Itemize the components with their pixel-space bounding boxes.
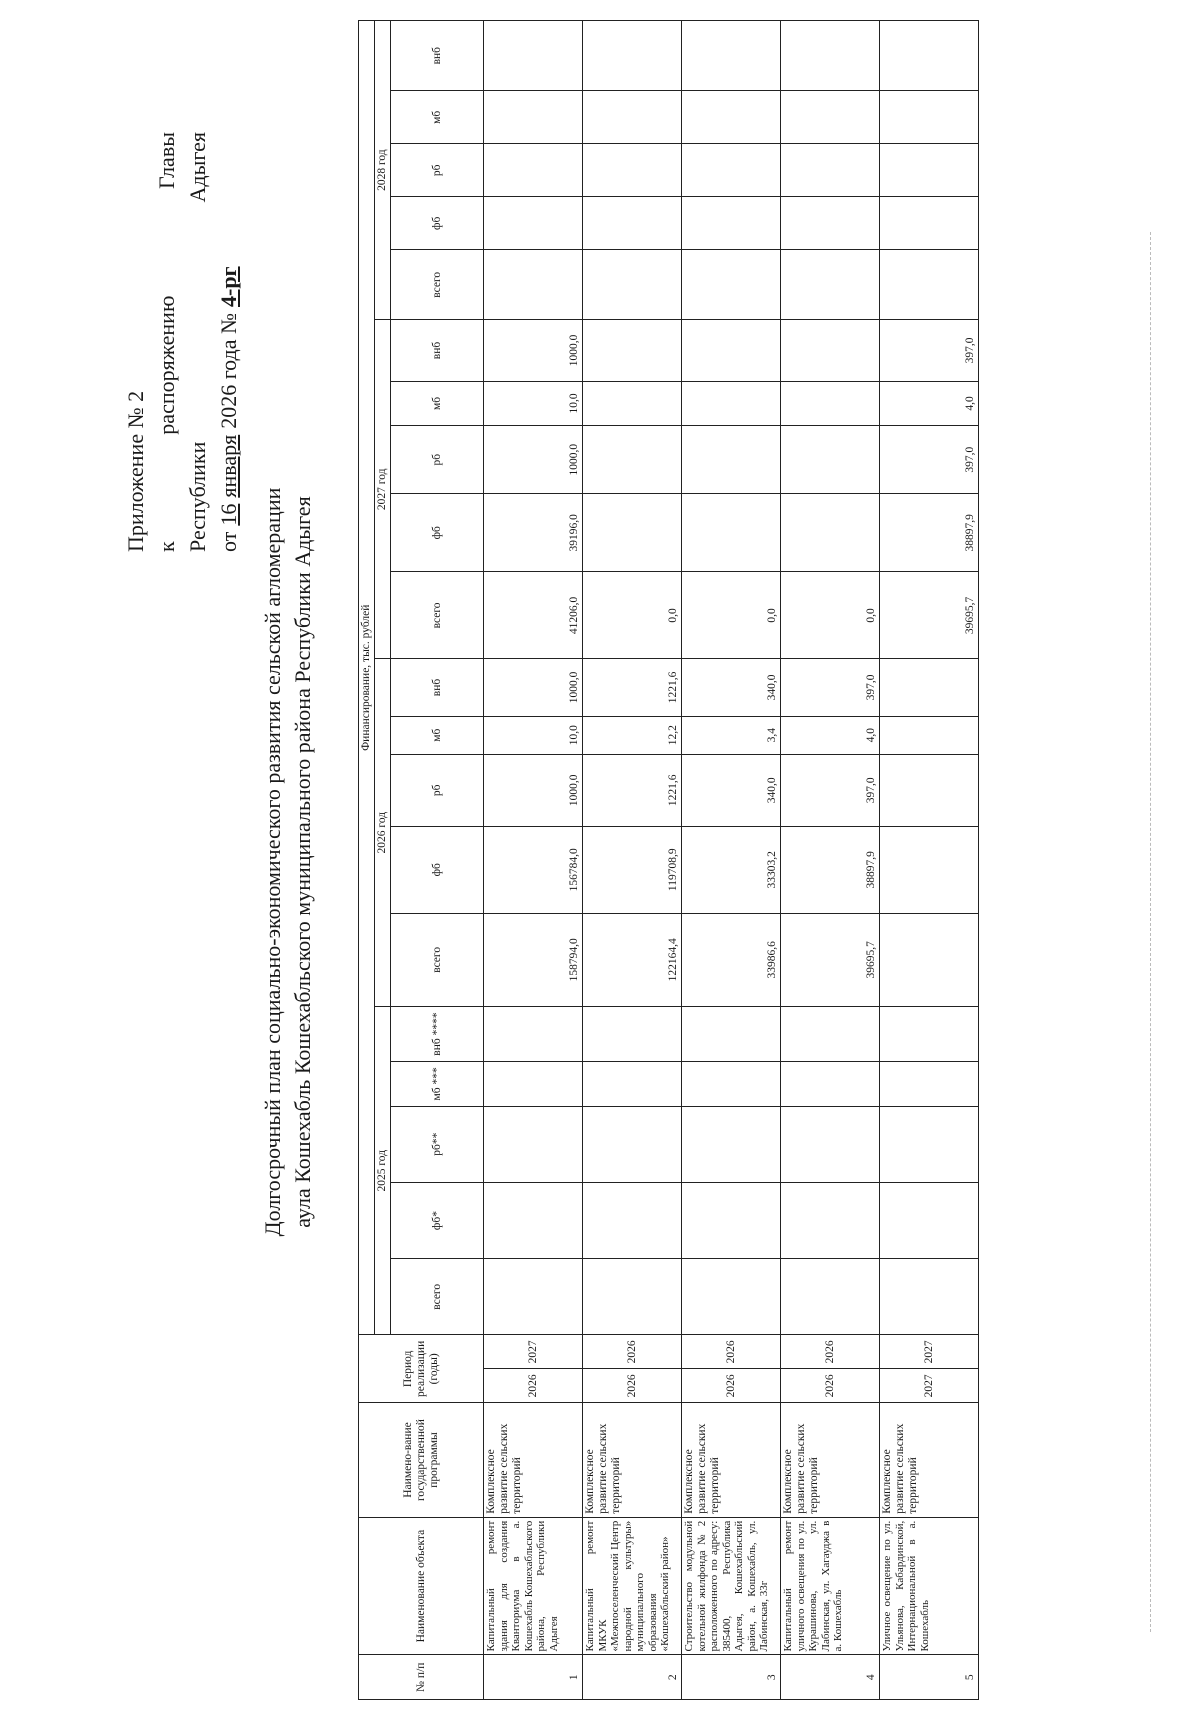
value-2027: 39695,7	[880, 572, 979, 659]
value-2028	[583, 250, 682, 320]
value-2026: 1221,6	[583, 659, 682, 716]
appendix-head-word: Главы	[154, 132, 179, 189]
subcolumn-header: рб	[391, 144, 484, 197]
subcolumn-header: фб	[391, 494, 484, 572]
value-2028	[484, 21, 583, 91]
subcolumn-header: фб	[391, 197, 484, 250]
value-2026	[880, 716, 979, 754]
value-2028	[781, 197, 880, 250]
row-number: 2	[583, 1655, 682, 1700]
value-2028	[880, 91, 979, 144]
row-number: 4	[781, 1655, 880, 1700]
year-header: 2027 год	[375, 320, 391, 659]
year-header: 2025 год	[375, 1006, 391, 1335]
appendix-date-line	[213, 132, 244, 552]
value-2025	[682, 1106, 781, 1182]
subcolumn-header: всего	[391, 572, 484, 659]
subcolumn-header: фб	[391, 826, 484, 913]
value-2028	[682, 21, 781, 91]
subcolumn-header: всего	[391, 913, 484, 1006]
object-name: Уличное освещение по ул. Ульянова, Кабардинской, Интернациональной в а. Кошехабль	[880, 1517, 979, 1655]
value-2027	[781, 494, 880, 572]
value-2025	[682, 1062, 781, 1107]
value-2027	[583, 320, 682, 381]
subcolumn-header: всего	[391, 1259, 484, 1335]
value-2027: 397,0	[880, 320, 979, 381]
table-row	[880, 21, 979, 1700]
value-2027: 397,0	[880, 426, 979, 494]
subcolumn-header: внб	[391, 320, 484, 381]
value-2026: 33986,6	[682, 913, 781, 1006]
year-header: 2028 год	[375, 21, 391, 320]
scan-footer-line	[1150, 232, 1152, 1632]
subcolumn-header: внб	[391, 21, 484, 91]
value-2025	[880, 1259, 979, 1335]
value-2026: 1000,0	[484, 754, 583, 826]
value-2027	[682, 320, 781, 381]
value-2026: 340,0	[682, 754, 781, 826]
header-object: Наименование объекта	[359, 1517, 484, 1655]
period-start: 2026	[781, 1369, 880, 1403]
value-2025	[484, 1006, 583, 1061]
program-name: Комплексное развитие сельских территорий	[880, 1403, 979, 1517]
period-start: 2026	[484, 1369, 583, 1403]
value-2025	[682, 1006, 781, 1061]
value-2027: 10,0	[484, 381, 583, 426]
subcolumn-header: мб ***	[391, 1062, 484, 1107]
value-2026: 12,2	[583, 716, 682, 754]
value-2026: 38897,9	[781, 826, 880, 913]
value-2027	[781, 381, 880, 426]
appendix-line-2	[151, 132, 182, 552]
value-2027: 0,0	[583, 572, 682, 659]
value-2027: 4,0	[880, 381, 979, 426]
value-2027: 1000,0	[484, 426, 583, 494]
date-day: 16	[216, 503, 241, 526]
subcolumn-header: мб	[391, 381, 484, 426]
value-2026: 397,0	[781, 754, 880, 826]
value-2027: 38897,9	[880, 494, 979, 572]
program-name: Комплексное развитие сельских территорий	[583, 1403, 682, 1517]
subcolumn-header: мб	[391, 716, 484, 754]
value-2026: 122164,4	[583, 913, 682, 1006]
plan-table-body	[484, 21, 979, 1700]
appendix-line-3	[182, 132, 213, 552]
value-2026: 1221,6	[583, 754, 682, 826]
value-2025	[781, 1182, 880, 1258]
value-2026	[880, 659, 979, 716]
value-2025	[484, 1106, 583, 1182]
value-2028	[880, 144, 979, 197]
value-2025	[682, 1259, 781, 1335]
plan-table	[358, 20, 979, 1700]
value-2026: 397,0	[781, 659, 880, 716]
value-2028	[484, 91, 583, 144]
table-row	[484, 21, 583, 1700]
period-end: 2027	[484, 1335, 583, 1369]
value-2025	[880, 1106, 979, 1182]
appendix-adygea-word: Адыгея	[185, 132, 210, 203]
date-year: 2026 года №	[216, 313, 241, 429]
title-line-2: аула Кошехабль Кошехабльского муниципального района Республики Адыгея	[290, 496, 315, 1228]
value-2028	[781, 91, 880, 144]
title-line-1: Долгосрочный план социально-экономического развития сельской агломерации	[260, 487, 285, 1237]
value-2028	[583, 91, 682, 144]
value-2028	[880, 21, 979, 91]
value-2028	[484, 250, 583, 320]
value-2026: 158794,0	[484, 913, 583, 1006]
value-2026: 3,4	[682, 716, 781, 754]
program-name: Комплексное развитие сельских территорий	[484, 1403, 583, 1517]
subcolumn-header: внб	[391, 659, 484, 716]
value-2025	[484, 1062, 583, 1107]
value-2025	[583, 1259, 682, 1335]
value-2026: 39695,7	[781, 913, 880, 1006]
value-2028	[880, 197, 979, 250]
year-header: 2026 год	[375, 659, 391, 1007]
value-2025	[583, 1106, 682, 1182]
program-name: Комплексное развитие сельских территорий	[682, 1403, 781, 1517]
period-start: 2027	[880, 1369, 979, 1403]
header-period: Период реализации (годы)	[359, 1335, 484, 1403]
value-2027	[583, 381, 682, 426]
value-2028	[583, 197, 682, 250]
value-2026: 119708,9	[583, 826, 682, 913]
appendix-decree-word: распоряжению	[154, 295, 179, 435]
table-row	[682, 21, 781, 1700]
subcolumn-header: рб	[391, 754, 484, 826]
value-2026: 10,0	[484, 716, 583, 754]
value-2027	[682, 426, 781, 494]
value-2027: 41206,0	[484, 572, 583, 659]
value-2025	[583, 1182, 682, 1258]
subcolumn-header: фб*	[391, 1182, 484, 1258]
value-2025	[781, 1006, 880, 1061]
value-2027: 0,0	[781, 572, 880, 659]
date-prefix: от	[216, 531, 241, 552]
value-2026: 156784,0	[484, 826, 583, 913]
value-2027	[781, 320, 880, 381]
object-name: Капитальный ремонт уличного освещения по ул. Курашинова, ул. Лабинская, ул. Хагауджа в а. Кошехабль	[781, 1517, 880, 1655]
value-2026	[880, 913, 979, 1006]
value-2025	[583, 1006, 682, 1061]
value-2027	[682, 494, 781, 572]
value-2028	[682, 91, 781, 144]
value-2028	[682, 144, 781, 197]
table-row	[583, 21, 682, 1700]
row-number: 1	[484, 1655, 583, 1700]
value-2027	[583, 426, 682, 494]
value-2025	[583, 1062, 682, 1107]
value-2028	[484, 144, 583, 197]
value-2026	[880, 826, 979, 913]
appendix-republic-word: Республики	[185, 441, 210, 552]
value-2028	[583, 21, 682, 91]
appendix-k: к	[154, 541, 179, 552]
object-name: Строительство модульной котельной жилфонда № 2 расположенного по адресу: 385400, Республика Адыгея, Кошехабльский район, а. Кошехабль, ул. Лабинская, 33г	[682, 1517, 781, 1655]
value-2025	[880, 1182, 979, 1258]
subcolumn-header: всего	[391, 250, 484, 320]
value-2025	[484, 1259, 583, 1335]
appendix-title: Приложение № 2	[123, 390, 148, 552]
period-end: 2027	[880, 1335, 979, 1369]
value-2025	[682, 1182, 781, 1258]
header-financing: Финансирование, тыс. рублей	[359, 21, 375, 1335]
doc-number: 4-рг	[216, 266, 241, 307]
value-2027: 39196,0	[484, 494, 583, 572]
value-2028	[682, 250, 781, 320]
subcolumn-header: рб	[391, 426, 484, 494]
value-2025	[880, 1006, 979, 1061]
appendix-line-1	[120, 132, 151, 552]
value-2025	[781, 1062, 880, 1107]
value-2026: 1000,0	[484, 659, 583, 716]
appendix-header	[120, 132, 244, 552]
value-2025	[781, 1259, 880, 1335]
document-title	[258, 192, 318, 1532]
period-end: 2026	[682, 1335, 781, 1369]
value-2027: 1000,0	[484, 320, 583, 381]
value-2026: 4,0	[781, 716, 880, 754]
value-2028	[781, 250, 880, 320]
subcolumn-header: рб**	[391, 1106, 484, 1182]
date-month: января	[216, 434, 241, 498]
value-2027	[583, 494, 682, 572]
header-program: Наимено-вание государственной программы	[359, 1403, 484, 1517]
object-name: Капитальный ремонт здания для создания Кванториума в а. Кошехабль Кошехабльского района, Республики Адыгея	[484, 1517, 583, 1655]
row-number: 5	[880, 1655, 979, 1700]
program-name: Комплексное развитие сельских территорий	[781, 1403, 880, 1517]
object-name: Капитальный ремонт МКУК «Межпоселенческий Центр народной культуры» муниципального образования «Кошехабльский район»	[583, 1517, 682, 1655]
value-2026	[880, 754, 979, 826]
value-2027: 0,0	[682, 572, 781, 659]
value-2026: 340,0	[682, 659, 781, 716]
value-2028	[484, 197, 583, 250]
subcolumn-header: мб	[391, 91, 484, 144]
value-2026: 33303,2	[682, 826, 781, 913]
period-start: 2026	[682, 1369, 781, 1403]
period-start: 2026	[583, 1369, 682, 1403]
period-end: 2026	[781, 1335, 880, 1369]
value-2027	[781, 426, 880, 494]
value-2028	[682, 197, 781, 250]
header-num: № п/п	[359, 1655, 484, 1700]
value-2025	[484, 1182, 583, 1258]
subcolumn-header: внб ****	[391, 1006, 484, 1061]
value-2025	[880, 1062, 979, 1107]
row-number: 3	[682, 1655, 781, 1700]
value-2028	[880, 250, 979, 320]
value-2028	[781, 21, 880, 91]
value-2028	[781, 144, 880, 197]
value-2027	[682, 381, 781, 426]
value-2028	[583, 144, 682, 197]
value-2025	[781, 1106, 880, 1182]
period-end: 2026	[583, 1335, 682, 1369]
table-row	[781, 21, 880, 1700]
